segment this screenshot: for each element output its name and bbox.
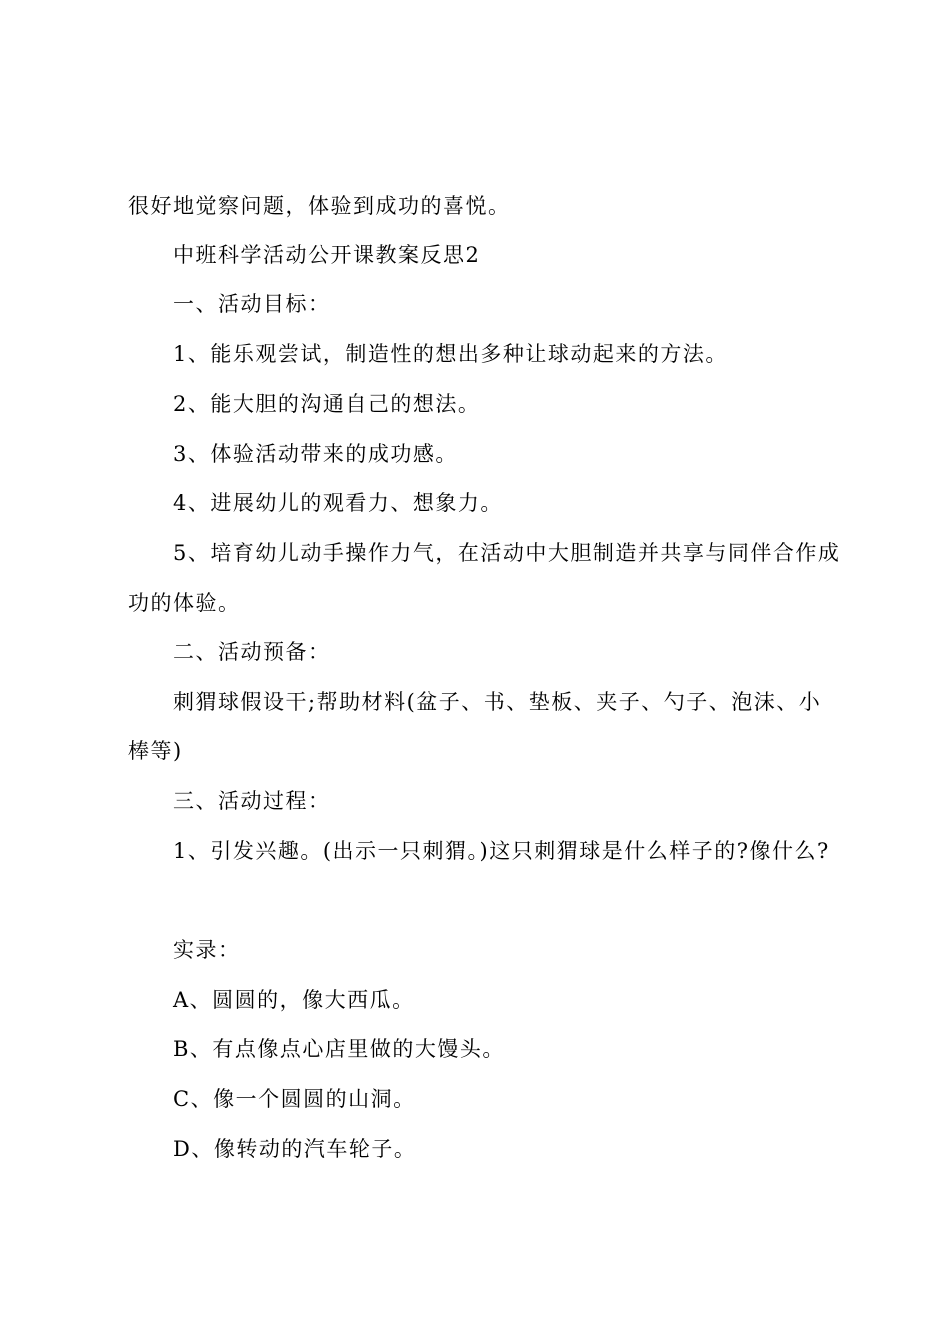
goal-item: 4、进展幼儿的观看力、想象力。 (173, 491, 503, 515)
goal-item: 3、体验活动带来的成功感。 (173, 442, 458, 466)
goal-item: 1、能乐观尝试，制造性的想出多种让球动起来的方法。 (173, 342, 728, 366)
heading-goals: 一、活动目标： (173, 292, 331, 316)
preparation-text-continuation: 棒等) (128, 739, 183, 763)
record-item: A、圆圆的，像大西瓜。 (173, 988, 415, 1012)
goal-item: 2、能大胆的沟通自己的想法。 (173, 392, 481, 416)
record-heading: 实录： (173, 938, 241, 962)
record-item: C、像一个圆圆的山洞。 (173, 1087, 416, 1111)
goal-item-continuation: 功的体验。 (128, 591, 241, 615)
process-step: 1、引发兴趣。(出示一只刺猬。)这只刺猬球是什么样子的?像什么? (173, 839, 830, 863)
heading-preparation: 二、活动预备： (173, 640, 331, 664)
goal-item: 5、培育幼儿动手操作力气，在活动中大胆制造并共享与同伴合作成 (173, 541, 841, 565)
section-title: 中班科学活动公开课教案反思2 (173, 243, 481, 267)
record-item: B、有点像点心店里做的大馒头。 (173, 1037, 505, 1061)
preparation-text: 刺猬球假设干;帮助材料(盆子、书、垫板、夹子、勺子、泡沫、小 (173, 690, 822, 714)
text-line-continuation: 很好地觉察问题，体验到成功的喜悦。 (128, 194, 511, 218)
heading-process: 三、活动过程： (173, 789, 331, 813)
record-item: D、像转动的汽车轮子。 (173, 1137, 417, 1161)
